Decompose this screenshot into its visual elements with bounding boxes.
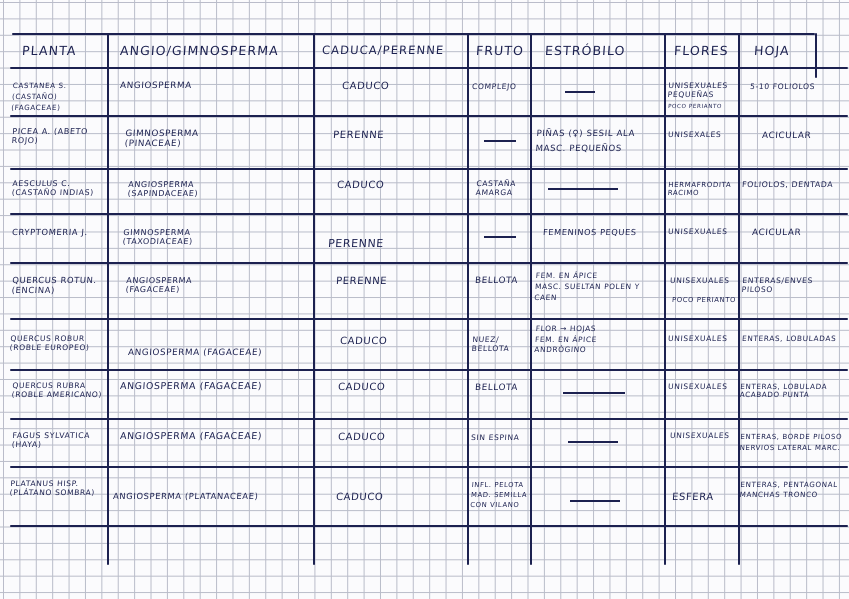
cell-flores: UNISEXUALES xyxy=(669,431,730,440)
cell-angio: ANGIOSPERMA (FAGACEAE) xyxy=(119,381,263,392)
cell-planta: AESCULUS C. (CASTAÑO INDIAS) xyxy=(11,179,95,197)
row-rule xyxy=(10,466,848,468)
header-planta: PLANTA xyxy=(21,43,78,58)
cell-angio: ANGIOSPERMA (FAGACEAE) xyxy=(119,431,263,442)
cell-fruto: INFL. PELOTA MAD. SEMILLA CON VILANO xyxy=(470,481,528,510)
cell-planta: PICEA A. (ABETO ROJO) xyxy=(11,127,89,146)
row-rule xyxy=(10,168,848,170)
cell-flores: HERMAFRODITA RACIMO xyxy=(667,181,732,198)
cell-planta: QUERCUS ROBUR (ROBLE EUROPEO) xyxy=(9,334,90,352)
cell-fruto: SIN ESPINA xyxy=(470,433,520,442)
cell-caduca: PERENNE xyxy=(335,276,388,287)
cell-estrobilo-dash xyxy=(568,441,618,443)
cell-hoja: ACICULAR xyxy=(761,131,812,141)
cell-fruto: NUEZ/ BELLOTA xyxy=(471,335,510,353)
cell-caduca: CADUCO xyxy=(337,382,386,393)
cell-caduca: CADUCO xyxy=(339,336,388,347)
row-rule xyxy=(10,262,848,264)
cell-hoja: ACICULAR xyxy=(751,228,802,238)
row-rule xyxy=(10,115,848,117)
cell-estrobilo-dash xyxy=(565,91,595,93)
cell-hoja: FOLIOLOS, DENTADA xyxy=(741,180,834,189)
column-rule xyxy=(664,33,666,565)
cell-hoja: ENTERAS, LOBULADAS xyxy=(741,334,837,343)
cell-flores: UNISEXUALES xyxy=(667,227,728,236)
row-rule xyxy=(10,418,848,420)
header-bottom-rule xyxy=(10,67,848,69)
cell-fruto: COMPLEJO xyxy=(471,82,517,91)
cell-estrobilo-dash xyxy=(548,188,618,190)
cell-angio: ANGIOSPERMA (FAGACEAE) xyxy=(127,348,263,358)
cell-fruto: BELLOTA xyxy=(474,276,519,286)
cell-flores-note: POCO PERIANTO xyxy=(671,296,737,304)
row-rule xyxy=(10,318,848,320)
cell-fruto-dash xyxy=(484,140,516,142)
cell-planta: FAGUS SYLVATICA (HAYA) xyxy=(11,431,91,449)
cell-flores: UNISEXALES xyxy=(667,130,722,139)
cell-flores: UNISEXUALES PEQUEÑAS xyxy=(667,81,729,99)
cell-caduca: CADUCO xyxy=(341,81,390,92)
cell-estrobilo: FEM. EN ÁPICE MASC. SUELTAN POLEN Y CAEN xyxy=(533,271,641,303)
cell-hoja: ENTERAS/ENVES PILOSO xyxy=(741,276,814,294)
cell-hoja: ENTERAS, PENTAGONAL MANCHAS TRONCO xyxy=(739,480,839,500)
cell-caduca: CADUCO xyxy=(336,180,385,191)
cell-caduca: PERENNE xyxy=(332,130,385,141)
column-rule xyxy=(815,33,817,78)
cell-angio: ANGIOSPERMA (PLATANACEAE) xyxy=(112,491,259,501)
column-rule xyxy=(467,33,469,565)
header-flores: FLORES xyxy=(673,43,730,58)
cell-planta: CASTANEA S. (CASTAÑO) (FAGACEAE) xyxy=(10,81,67,112)
cell-flores: ESFERA xyxy=(671,492,715,503)
cell-estrobilo-dash xyxy=(570,500,620,502)
cell-fruto: CASTAÑA AMARGA xyxy=(475,179,517,197)
cell-planta: CRYPTOMERIA J. xyxy=(11,227,89,237)
column-rule xyxy=(313,33,315,565)
cell-planta: QUERCUS RUBRA (ROBLE AMERICANO) xyxy=(11,381,103,399)
header-estrobilo: ESTRÓBILO xyxy=(544,43,627,58)
cell-hoja: 5-10 FOLIOLOS xyxy=(749,82,816,91)
cell-caduca: PERENNE xyxy=(327,237,385,250)
cell-fruto: BELLOTA xyxy=(474,383,519,393)
cell-flores: UNISEXUALES xyxy=(667,334,728,343)
cell-planta: QUERCUS ROTUN. (ENCINA) xyxy=(11,275,98,295)
header-fruto: FRUTO xyxy=(475,43,525,58)
cell-angio: ANGIOSPERMA xyxy=(119,81,193,91)
cell-estrobilo: PIÑAS (♀) SESIL ALA MASC. PEQUEÑOS xyxy=(535,129,636,154)
row-rule xyxy=(10,369,848,371)
cell-hoja: ENTERAS, BORDE PILOSO NERVIOS LATERAL MARC. xyxy=(739,433,843,452)
cell-flores: UNISEXUALES xyxy=(669,276,730,285)
cell-angio: ANGIOSPERMA (FAGACEAE) xyxy=(125,276,193,295)
cell-caduca: CADUCO xyxy=(337,432,386,443)
cell-flores-note: POCO PERIANTO xyxy=(667,104,723,110)
cell-flores: UNISEXUALES xyxy=(667,382,728,391)
cell-estrobilo: FLOR → HOJAS FEM. EN ÁPICE ANDRÓGINO xyxy=(533,324,598,355)
cell-estrobilo-dash xyxy=(563,392,625,394)
column-rule xyxy=(107,33,109,565)
cell-hoja: ENTERAS, LOBULADA ACABADO PUNTA xyxy=(739,382,828,400)
cell-caduca: CADUCO xyxy=(335,492,384,503)
cell-angio: GIMNOSPERMA (PINACEAE) xyxy=(124,129,199,150)
cell-estrobilo: FEMENINOS PEQUES xyxy=(542,227,637,237)
header-caduca-perenne: CADUCA/PERENNE xyxy=(321,43,445,57)
cell-fruto-dash xyxy=(484,236,516,238)
table-top-rule xyxy=(12,33,815,35)
row-rule xyxy=(10,525,848,527)
cell-angio: GIMNOSPERMA (TAXODIACEAE) xyxy=(122,228,194,247)
header-hoja: HOJA xyxy=(753,43,791,58)
cell-planta: PLATANUS HISP. (PLÁTANO SOMBRA) xyxy=(9,479,96,497)
cell-angio: ANGIOSPERMA (SAPINDACEAE) xyxy=(127,180,199,199)
header-angio-gimno: ANGIO/GIMNOSPERMA xyxy=(119,43,280,58)
row-rule xyxy=(10,213,848,215)
